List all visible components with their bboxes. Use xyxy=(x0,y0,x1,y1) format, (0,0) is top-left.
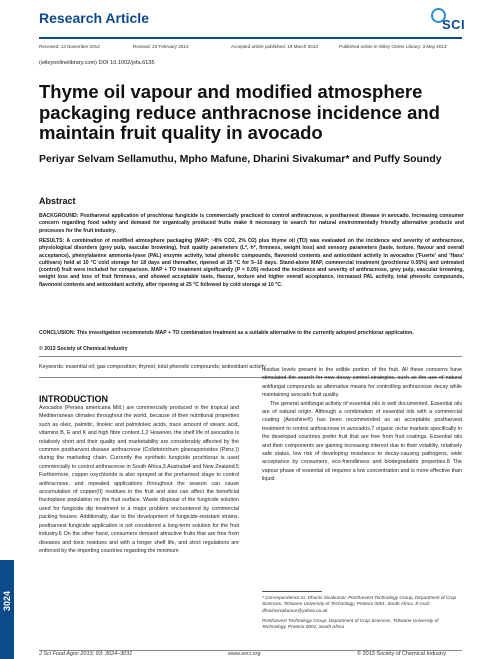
intro-paragraph-1: Avocados (Persea americana Mill.) are commercially produced in the tropical and Mediterranean climates throughout the world, because of their nutritional properties such as oleic, palmitic, linoleic and palmitoleic acids, trace amount of stearic acid, vitamins B, E and K and high fibre content.1,2 However, the shelf life of avocados is relatively short and their quality and marketability are considerably affected by the common postharvest disease anthracnose (Colletotrichum gloeosporioides (Penz.)) during the marketing chain. Currently the synthetic fungicide prochloraz is used commercially to control anthracnose in South Africa,3 Australia4 and New Zealand.5 Furthermore, copper oxychloride is also sprayed at the preharvest stage to control anthracnose, and repeated applications throughout the season can cause accumulation of copper(II) residues in the fruit and also can affect the beneficial fructoplane population on the fruit surface. Waste disposal of the fungicide solution used for fungicide dip treatment is a major problem encountered by commercial packing houses. Additionally, due to the development of fungicide-resistant strains, postharvest fungicide application is not considered a long-term solution for the fruit industry.6 On the other hand, consumers demand attractive fruits that are free from diseases and toxic residues and with a longer shelf life, and strict regulations are enforced by the importing countries regarding the minimum xyxy=(39,405,239,554)
affiliation-footnote: Postharvest Technology Group, Department of Crop Sciences, Tshwane University of Technology, Pretoria 0001, South Africa xyxy=(262,618,439,630)
abstract-conclusion: CONCLUSION: This investigation recommends MAP + TO combination treatment as a suitable alternative to the currently adopted prochloraz application. xyxy=(39,330,414,336)
intro-paragraph-2: The general antifungal activity of essential oils is well documented. Essential oils are of natural origin. Although a combination of essential oils with a commercial coating (Avoshine®) has been recommended as an acceptable postharvest treatment to control anthracnose in avocados,7 organic niche markets specifically in the developed countries prefer fruit that are free from fruit coatings. Essential oils and their components are gaining increasing interest due to their volatility, relatively safe status, low risk of developing resistance to decay-causing pathogens, wide acceptance by consumers, eco-friendliness and biodegradable properties.8 The vapour phase of essential oil requires a low concentration and is more effective than liquid xyxy=(262,400,462,483)
logo-text: SCI xyxy=(442,17,466,32)
footer-citation: J Sci Food Agric 2013; 93: 3024–3031 xyxy=(39,651,133,657)
article-title: Thyme oil vapour and modified atmosphere packaging reduce anthracnose incidence and maintain fruit quality in avocado xyxy=(39,81,440,143)
sci-logo xyxy=(430,8,470,30)
correspondence-footnote: * Correspondence to: Dharini Sivakumar, Postharvest Technology Group, Department of Crop Sciences, Tshwane University of Technology, Pretoria 0001, South Africa. E-mail: dharinisivakumar@yahoo.co.uk xyxy=(262,595,457,613)
body-column-right xyxy=(262,366,462,484)
introduction-heading: INTRODUCTION xyxy=(39,394,108,404)
accepted-date: Accepted article published: 19 March 2013 xyxy=(231,44,318,49)
footer-url[interactable]: www.soci.org xyxy=(228,651,261,657)
abstract-results: RESULTS: A combination of modified atmosphere packaging (MAP; ~8% CO2, 2% O2) plus thyme oil (TO) was evaluated on the incidence and severity of anthracnose, physiological disorders (grey pulp, vascular browning), fruit quality parameters (L*, h*, firmness, weight loss) and sensory parameters (taste, texture, flavour and overall acceptance), phenylalanine ammonia-lyase (PAL) enzyme activity, total phenolic compounds, flavonoid contents and antioxidant activity in avocados ('Fuerte' and 'Hass' cultivars) held at 10 °C cold storage for 18 days and thereafter, ripened at 25 °C for 5–10 days. Stand-alone MAP, commercial treatment (prochloraz 0.05%) and untreated (control) fruit were included for comparison. MAP + TO treatment significantly (P < 0.05) reduced the incidence and severity of anthracnose, grey pulp, vascular browning, weight loss and loss of fruit firmness, and showed acceptable taste, flavour, texture and higher overall acceptance, increased PAL activity, total phenolic compounds, flavonoid contents and antioxidant activity, after ripening at 25 °C followed by cold storage at 10 °C. xyxy=(39,238,464,288)
article-type-label: Research Article xyxy=(39,10,149,26)
header-rule xyxy=(39,37,462,39)
footnote-rule xyxy=(262,591,322,592)
abstract-background: BACKGROUND: Postharvest application of prochloraz fungicide is commercially practiced to control anthracnose, a postharvest disease in avocado. Increasing consumer concern regarding food safety and demand for organically produced fruits make it necessary to search for natural environmentally friendly alternative products and processes for the fruit industry. xyxy=(39,213,464,234)
author-list: Periyar Selvam Sellamuthu, Mpho Mafune, Dharini Sivakumar* and Puffy Soundy xyxy=(39,153,442,165)
revised-date: Revised: 22 February 2013 xyxy=(133,44,189,49)
keywords: Keywords: essential oil; gas composition; thymol; total phenolic compounds; antioxidant activity xyxy=(39,364,266,370)
published-date: Published online in Wiley Online Library: 3 May 2013 xyxy=(339,44,447,49)
footer-copyright: © 2013 Society of Chemical Industry xyxy=(357,651,447,657)
keywords-top-rule xyxy=(39,356,462,357)
page-number: 3024 xyxy=(2,590,12,612)
abstract-copyright: © 2013 Society of Chemical Industry xyxy=(39,346,128,352)
received-date: Received: 13 November 2012 xyxy=(39,44,100,49)
intro-paragraph-continued: residue levels present in the edible portion of the fruit. All these concerns have stimulated the search for new decay control strategies, such as the use of natural antifungal compounds as alternative means for controlling anthracnose decay while maintaining avocado fruit quality. xyxy=(262,367,462,399)
doi-line: (wileyonlinelibrary.com) DOI 10.1002/jsfa.6135 xyxy=(39,60,155,66)
abstract-heading: Abstract xyxy=(39,196,76,206)
body-column-left xyxy=(39,404,239,555)
